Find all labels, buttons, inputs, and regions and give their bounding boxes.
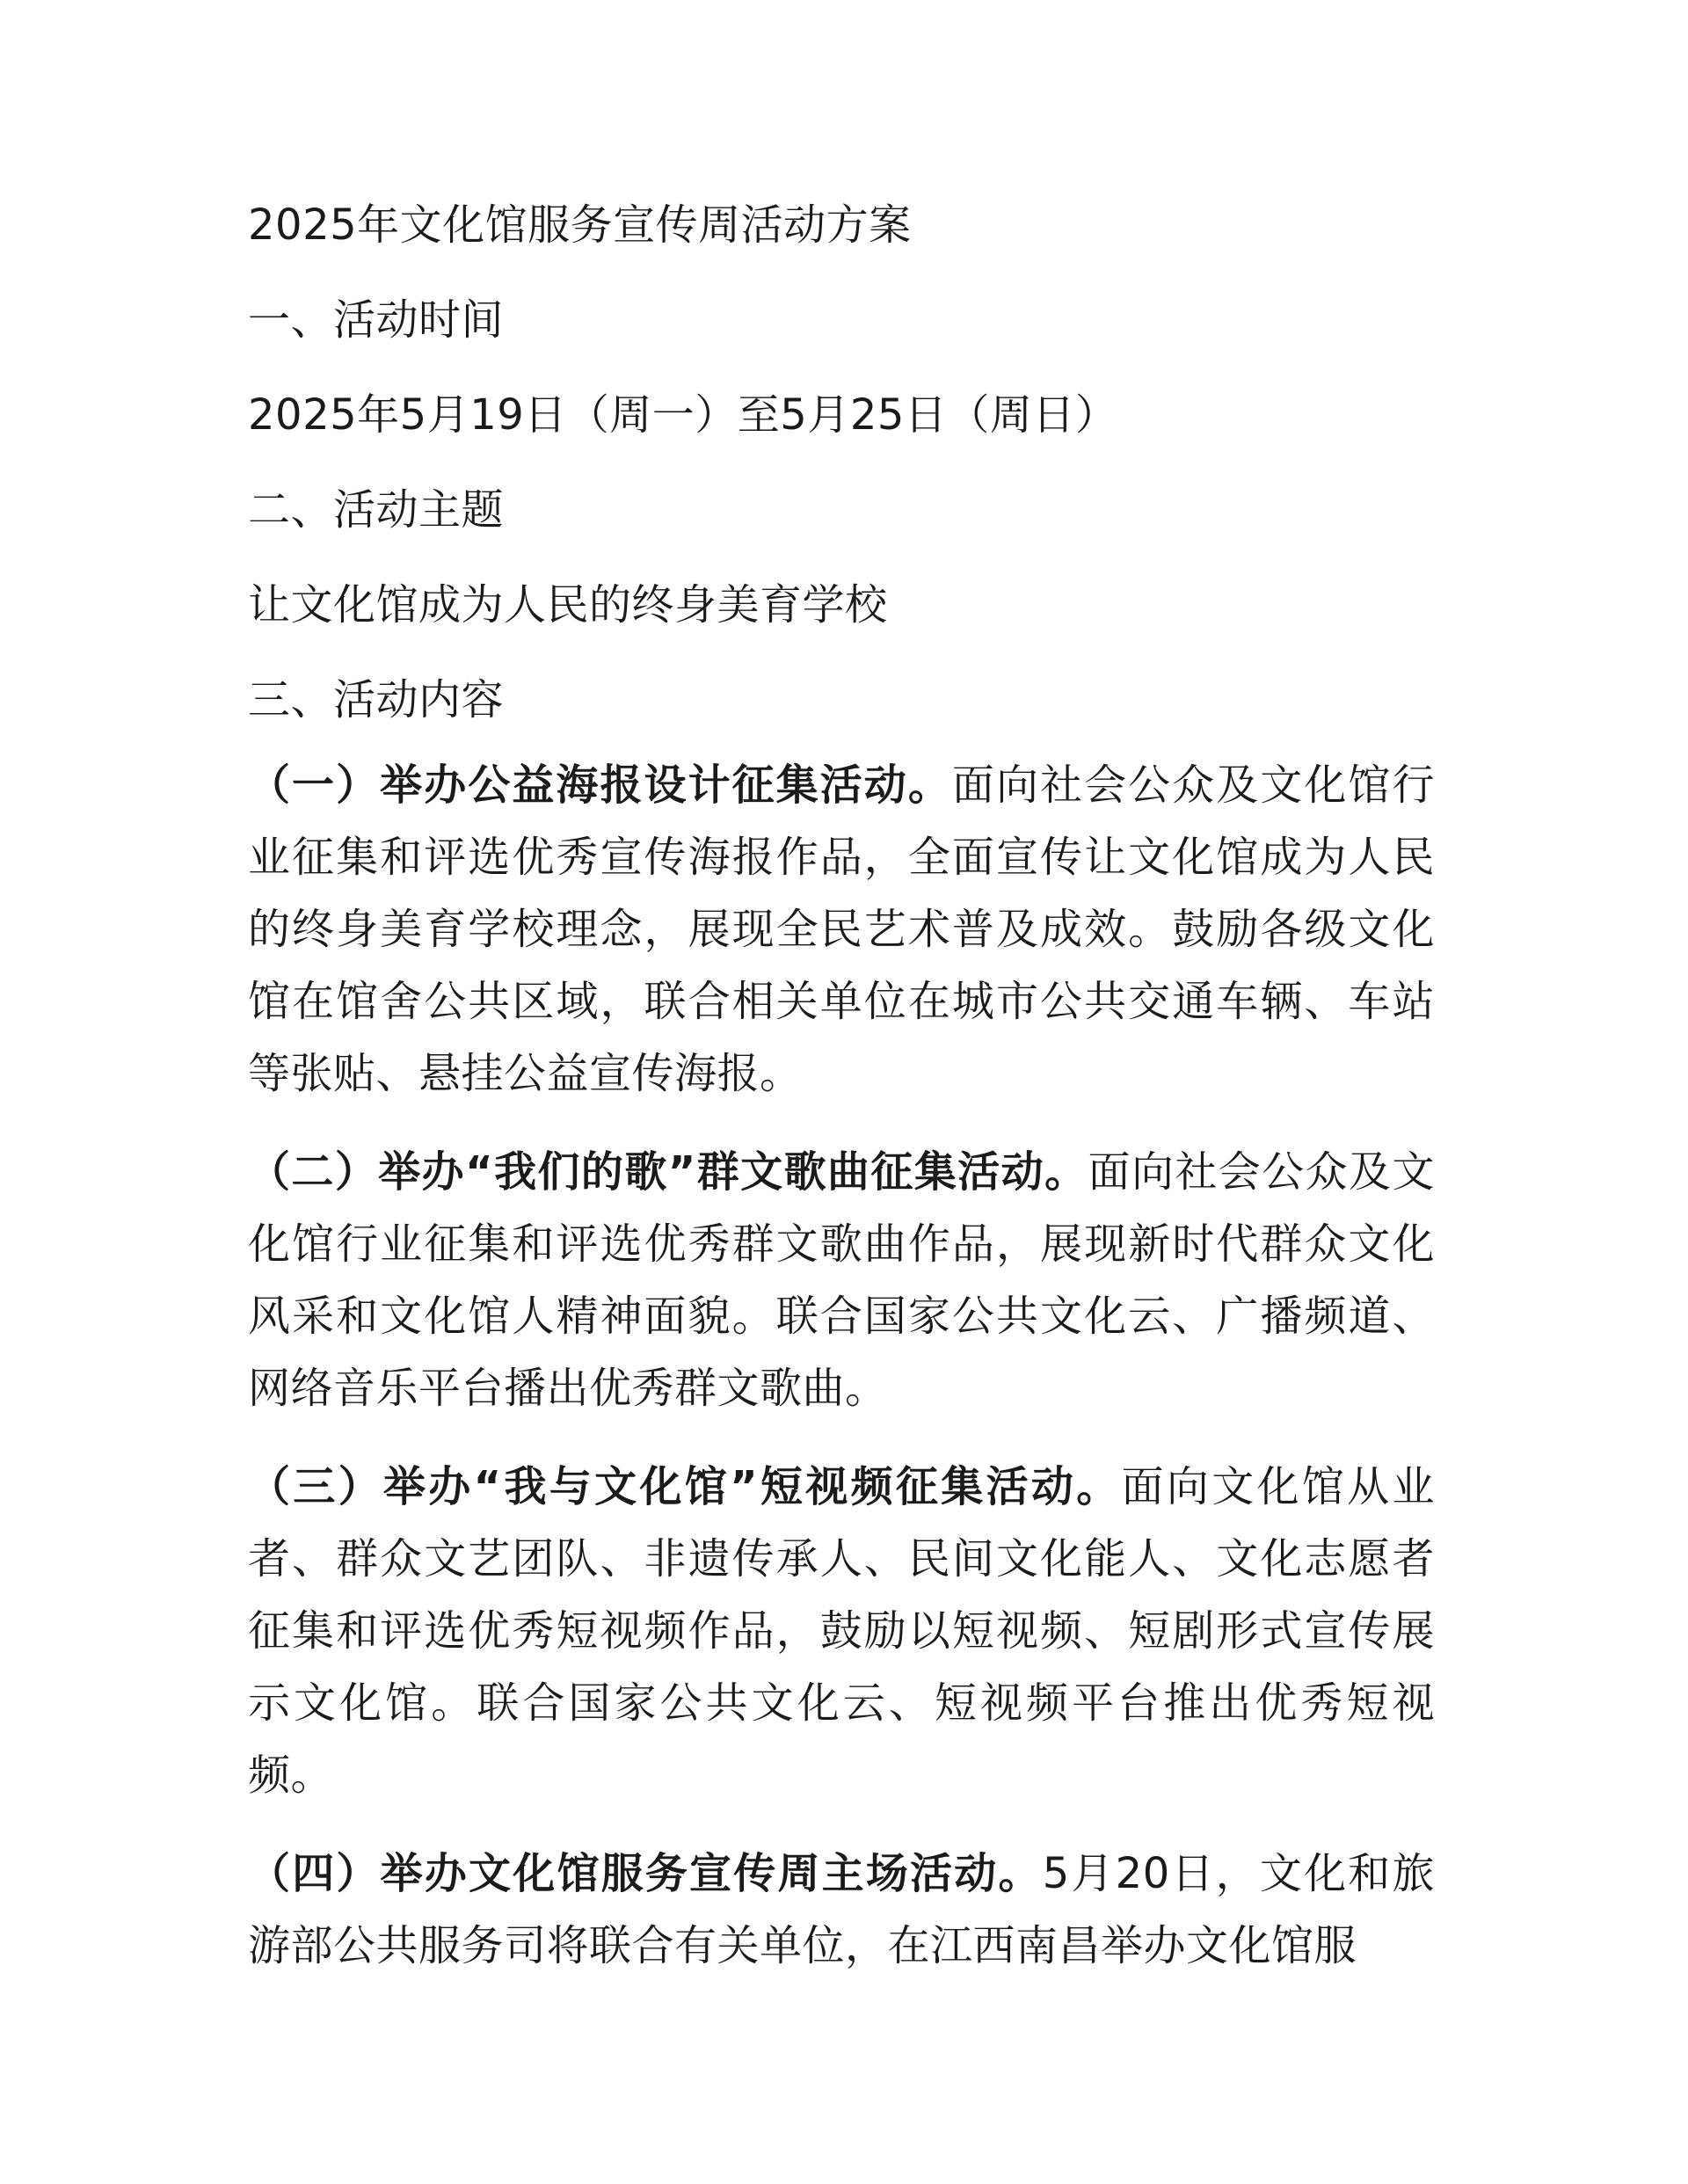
section-heading-theme: 二、活动主题 bbox=[248, 485, 505, 535]
section-heading-time: 一、活动时间 bbox=[248, 295, 505, 345]
content-item-3-lead: （三）举办“我与文化馆”短视频征集活动。 bbox=[248, 1462, 1122, 1511]
document-title: 2025年文化馆服务宣传周活动方案 bbox=[248, 200, 912, 250]
content-item-2 bbox=[248, 1136, 1435, 1424]
content-item-1-lead: （一）举办公益海报设计征集活动。 bbox=[248, 761, 952, 810]
content-item-4-body: 5月20日，文化和旅游部公共服务司将联合有关单位，在江西南昌举办文化馆服 bbox=[248, 1849, 1435, 1970]
activity-time-text: 2025年5月19日（周一）至5月25日（周日） bbox=[248, 390, 1118, 440]
content-item-2-body: 面向社会公众及文化馆行业征集和评选优秀群文歌曲作品，展现新时代群众文化风采和文化馆人精神面貌。联合国家公共文化云、广播频道、网络音乐平台播出优秀群文歌曲。 bbox=[248, 1147, 1435, 1413]
content-item-1-body: 面向社会公众及文化馆行业征集和评选优秀宣传海报作品，全面宣传让文化馆成为人民的终身美育学校理念，展现全民艺术普及成效。鼓励各级文化馆在馆舍公共区域，联合相关单位在城市公共交通车辆、车站等张贴、悬挂公益宣传海报。 bbox=[248, 761, 1435, 1098]
activity-theme-text: 让文化馆成为人民的终身美育学校 bbox=[248, 580, 888, 630]
content-item-3-body: 面向文化馆从业者、群众文艺团队、非遗传承人、民间文化能人、文化志愿者征集和评选优秀短视频作品，鼓励以短视频、短剧形式宣传展示文化馆。联合国家公共文化云、短视频平台推出优秀短视频。 bbox=[248, 1462, 1435, 1800]
content-item-2-lead: （二）举办“我们的歌”群文歌曲征集活动。 bbox=[248, 1147, 1088, 1197]
document-body bbox=[248, 199, 1435, 2008]
section-heading-content: 三、活动内容 bbox=[248, 675, 505, 724]
content-item-4 bbox=[248, 1838, 1435, 1982]
content-item-3 bbox=[248, 1451, 1435, 1811]
content-item-4-lead: （四）举办文化馆服务宣传周主场活动。 bbox=[248, 1849, 1043, 1898]
content-item-1 bbox=[248, 749, 1435, 1110]
